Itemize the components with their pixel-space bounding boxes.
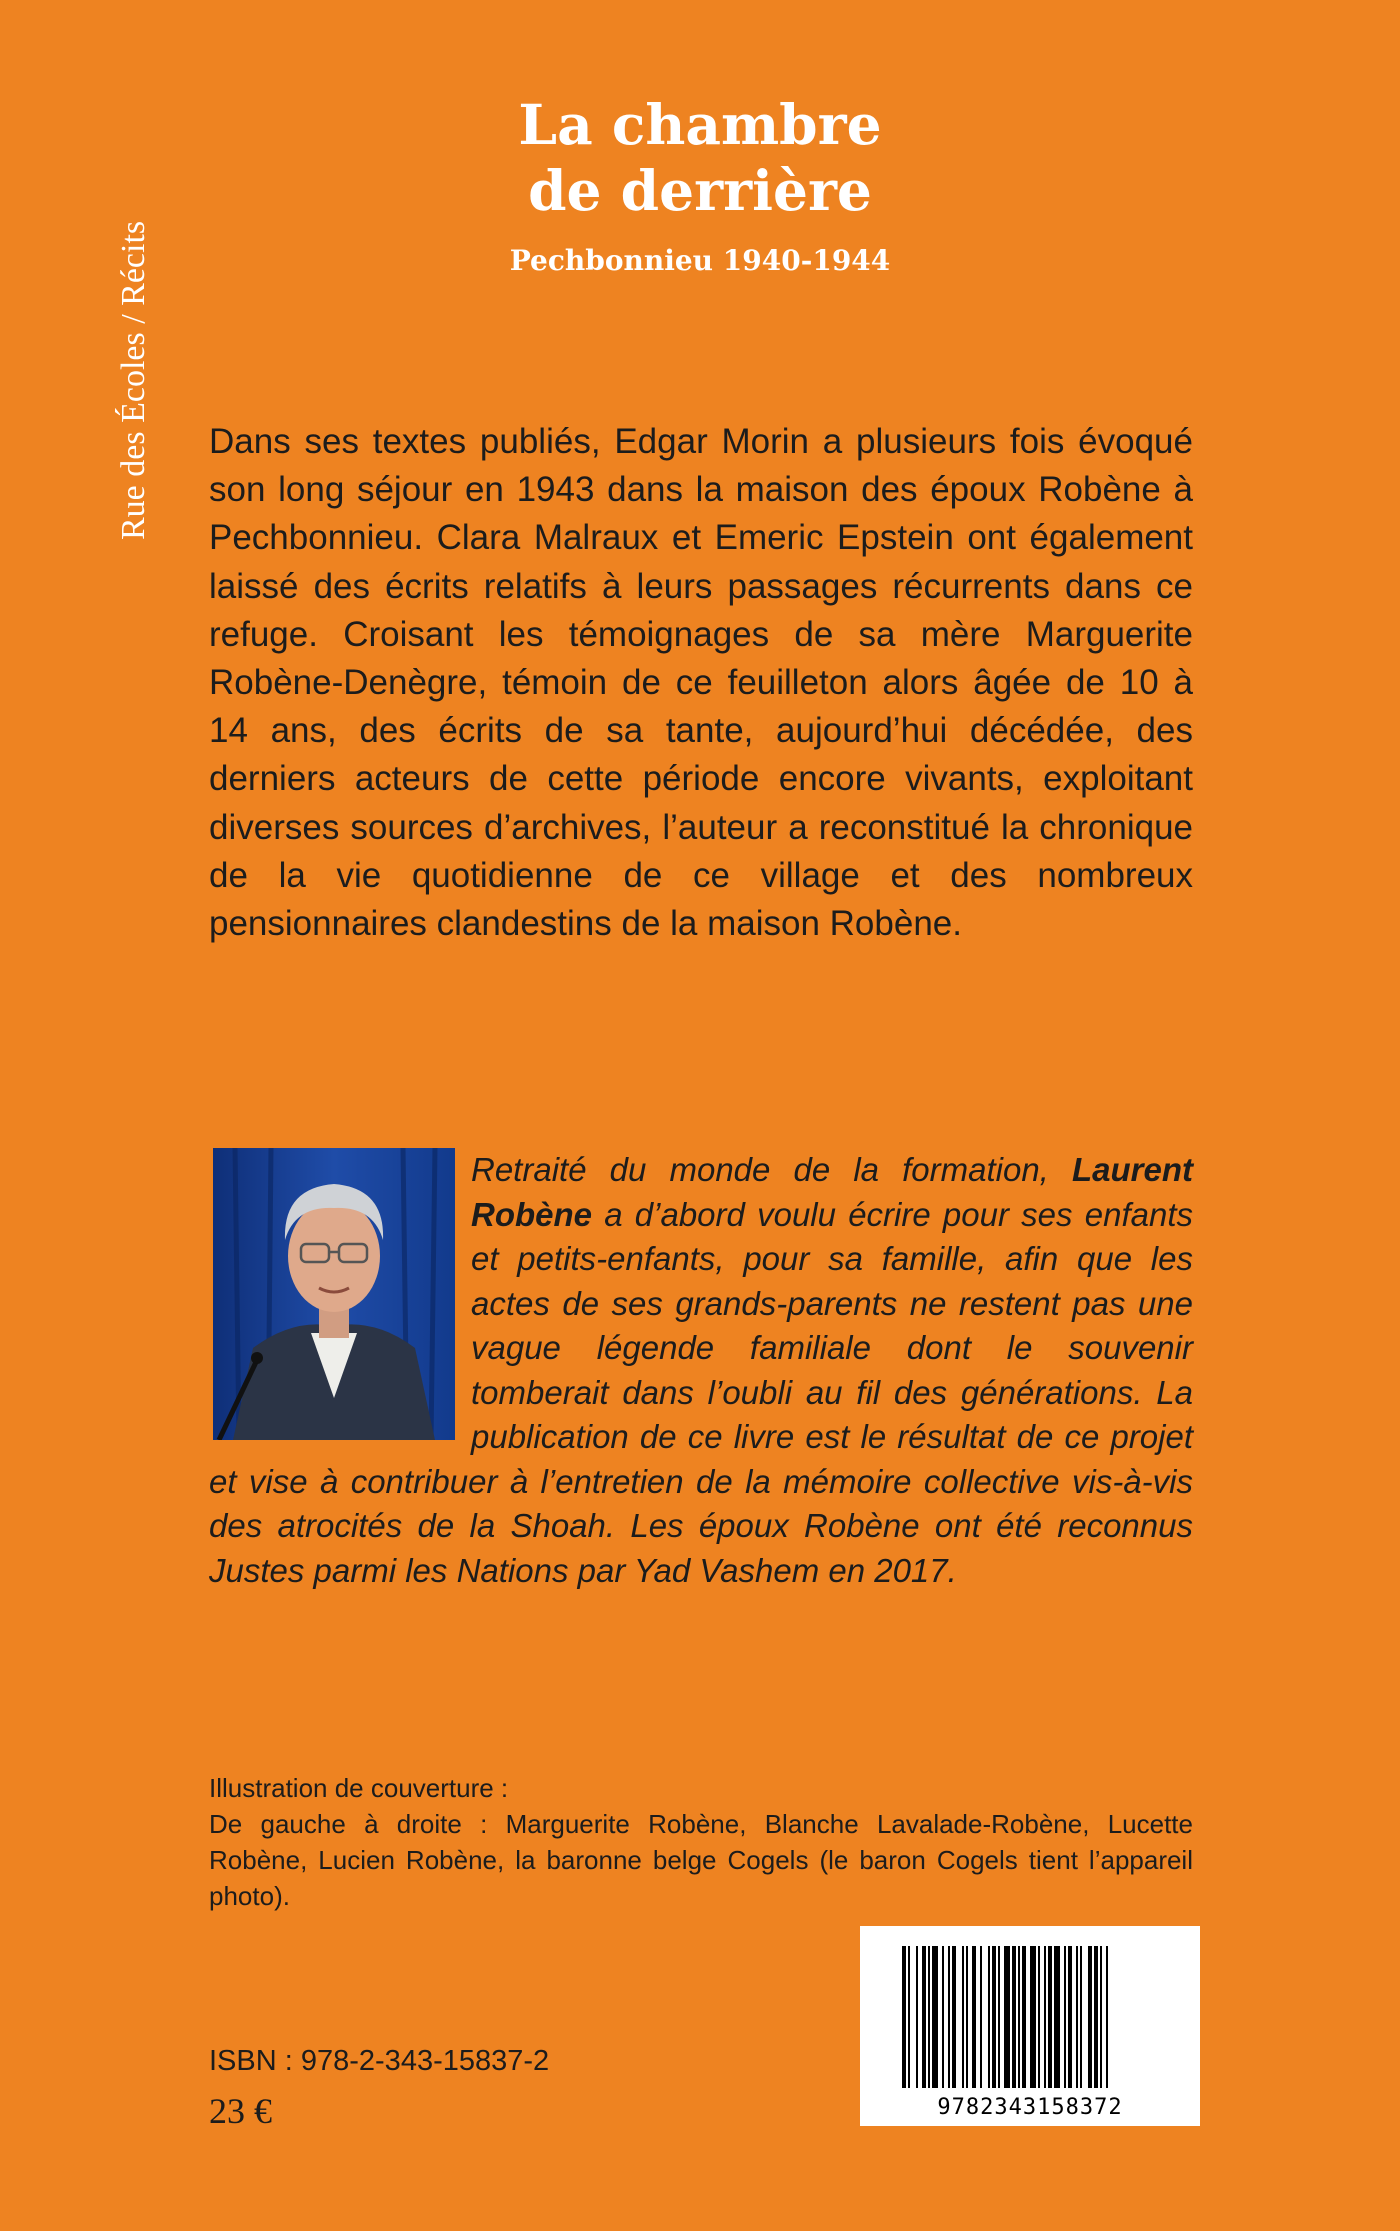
barcode [860,1926,1200,2126]
barcode-bar [942,1946,944,2088]
author-portrait-image [213,1148,455,1440]
cover-credit-text: De gauche à droite : Marguerite Robène, Blanche Lavalade-Robène, Lucette Robène, Lucien Robène, la baronne belge Cogels (le baron Cogels tient l’appareil photo). [209,1809,1193,1911]
barcode-bar [1038,1946,1040,2088]
barcode-bar [966,1946,968,2088]
barcode-bar [928,1946,930,2088]
price: 23 € [209,2091,272,2131]
barcode-bar [1004,1946,1010,2088]
barcode-bar [1048,1946,1052,2088]
barcode-bar [1054,1946,1060,2088]
author-photo [213,1148,455,1440]
book-title-line-2: de derrière [528,158,872,223]
barcode-bar [1094,1946,1098,2088]
cover-illustration-credit [209,1770,1193,1914]
barcode-bar [1012,1946,1016,2088]
book-summary: Dans ses textes publiés, Edgar Morin a plusieurs fois évoqué son long séjour en 1943 dans la maison des époux Robène à Pechbonnieu. Clara Malraux et Emeric Epstein ont également laissé des écrits relatifs à leurs passages récurrents dans ce refuge. Croisant les témoignages de sa mère Marguerite Robène-Denègre, témoin de ce feuilleton alors âgée de 10 à 14 ans, des écrits de sa tante, aujourd’hui décédée, des derniers acteurs de cette période encore vivants, exploitant diverses sources d’archives, l’auteur a reconstitué la chronique de la vie quotidienne de ce village et des nombreux pensionnaires clandestins de la maison Robène. [209,422,1193,944]
barcode-bar [1044,1946,1046,2088]
barcode-bar [1068,1946,1072,2088]
title-block [200,92,1200,277]
barcode-bar [1088,1946,1092,2088]
barcode-digits: 9782343158372 [937,2095,1123,2120]
barcode-bar [972,1946,976,2088]
barcode-bar [908,1946,910,2088]
author-name: Laurent Robène [471,1151,1193,1233]
author-bio-rest: a d’abord voulu écrire pour ses enfants et petits-enfants, pour sa famille, afin que les actes de ses grands-parents ne restent pas une vague légende familiale dont le souvenir tomberait dans l’oubli au fil des générations. La publication de ce livre est le résultat de ce projet et vise à contribuer à l’entretien de la mémoire collective vis-à-vis des atrocités de la Shoah. Les époux Robène ont été reconnus Justes parmi les Nations par Yad Vashem en 2017. [209,1195,1193,1589]
isbn: ISBN : 978-2-343-15837-2 [209,2045,550,2077]
barcode-bar [1080,1946,1082,2088]
barcode-bar [922,1946,926,2088]
cover-credit-heading: Illustration de couverture : [209,1773,509,1803]
barcode-bar [1018,1946,1020,2088]
barcode-bar [1100,1946,1102,2088]
barcode-bar [916,1946,918,2088]
barcode-bar [1022,1946,1026,2088]
barcode-bar [1076,1946,1078,2088]
barcode-bar [948,1946,950,2088]
barcode-bar [952,1946,956,2088]
barcode-bar [932,1946,938,2088]
barcode-bar [1064,1946,1066,2088]
barcode-bar [988,1946,990,2088]
author-bio-intro: Retraité du monde de la formation, [471,1151,1072,1188]
collection-spine-label: Rue des Écoles / Récits [115,220,152,540]
barcode-bar [962,1946,964,2088]
barcode-bar [902,1946,906,2088]
book-title-line-1: La chambre [518,92,882,157]
book-subtitle: Pechbonnieu 1940-1944 [509,244,891,277]
barcode-bar [992,1946,996,2088]
barcode-bar [1106,1946,1108,2088]
barcode-bar [980,1946,982,2088]
barcode-bar [1030,1946,1036,2088]
author-section [209,1148,1193,1593]
barcode-bar [998,1946,1000,2088]
